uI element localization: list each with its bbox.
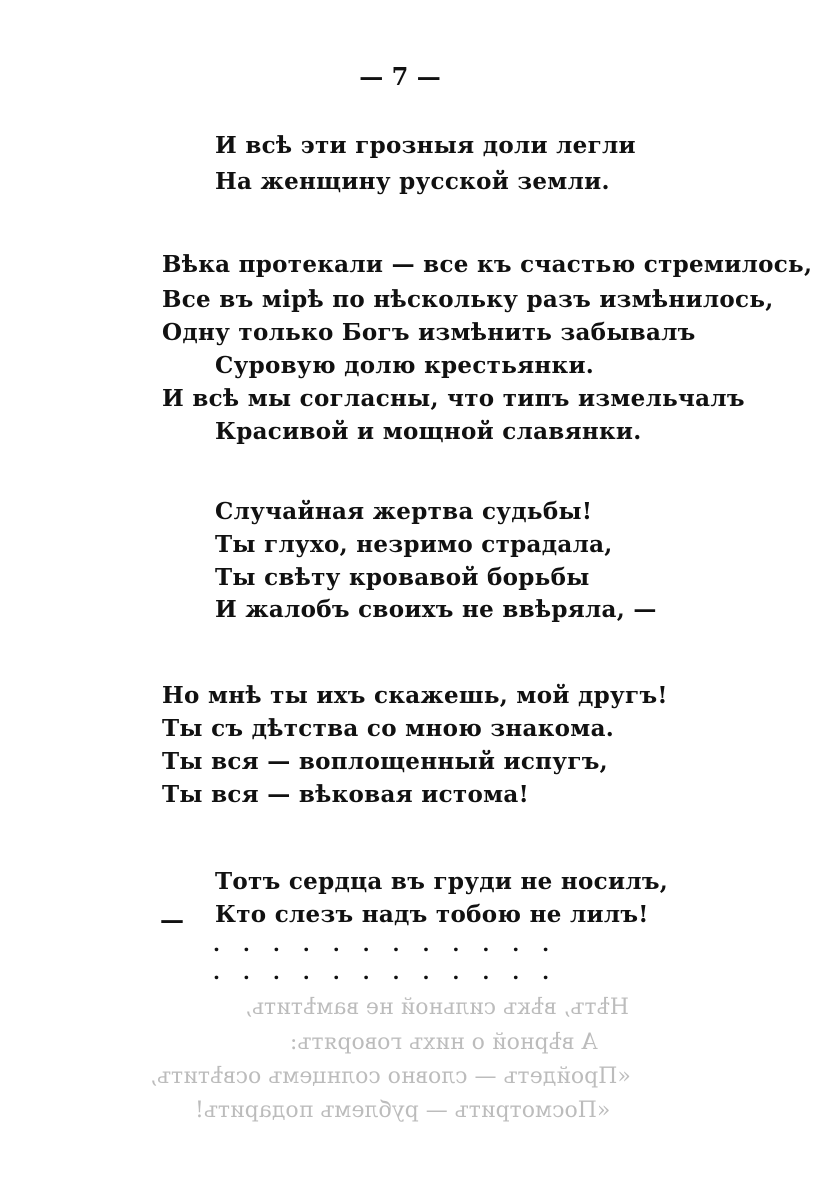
- omission-dots-row-2: . . . . . . . . . . . .: [213, 960, 558, 984]
- stanza-4-line-3: Ты вся — воплощенный испугъ,: [162, 748, 608, 775]
- stanza-4-line-1: Но мнѣ ты ихъ скажешь, мой другъ!: [162, 682, 668, 709]
- stanza-4-line-2: Ты съ дѣтства со мною знакома.: [162, 715, 615, 742]
- section-dash: —: [160, 905, 184, 934]
- stanza-1-line-1: И всѣ эти грозныя доли легли: [215, 132, 636, 159]
- stanza-2-line-4: Суровую долю крестьянки.: [215, 352, 595, 379]
- stanza-5-line-1: Тотъ сердца въ груди не носилъ,: [215, 868, 669, 895]
- omission-dots-row-1: . . . . . . . . . . . .: [213, 932, 558, 956]
- stanza-3-line-2: Ты глухо, незримо страдала,: [215, 531, 613, 558]
- bleed-through-line-2: А вѣрной о нихъ говорятъ:: [290, 1030, 598, 1055]
- stanza-2-line-5: И всѣ мы согласны, что типъ измельчалъ: [162, 385, 745, 412]
- stanza-2-line-2: Все въ мірѣ по нѣскольку разъ измѣнилось,: [162, 286, 774, 313]
- stanza-4-line-4: Ты вся — вѣковая истома!: [162, 781, 529, 808]
- stanza-2-line-1: Вѣка протекали — все къ счастью стремилось,: [162, 251, 813, 278]
- bleed-through-line-4: «Посмотритъ — рублемъ подаритъ!: [195, 1098, 611, 1123]
- stanza-5-line-2: Кто слезъ надъ тобою не лилъ!: [215, 901, 649, 928]
- stanza-2-line-6: Красивой и мощной славянки.: [215, 418, 642, 445]
- stanza-3-line-4: И жалобъ своихъ не ввѣряла, —: [215, 596, 657, 623]
- stanza-3-line-3: Ты свѣту кровавой борьбы: [215, 564, 590, 591]
- stanza-3-line-1: Случайная жертва судьбы!: [215, 498, 593, 525]
- stanza-1-line-2: На женщину русской земли.: [215, 168, 610, 195]
- bleed-through-line-3: «Пройдетъ — словно солнцемъ освѣтитъ,: [150, 1064, 631, 1089]
- page-number: — 7 —: [359, 62, 441, 91]
- bleed-through-line-1: Нѣтъ, вѣкъ сильной не вамѣтить,: [245, 995, 630, 1020]
- stanza-2-line-3: Одну только Богъ измѣнить забывалъ: [162, 319, 696, 346]
